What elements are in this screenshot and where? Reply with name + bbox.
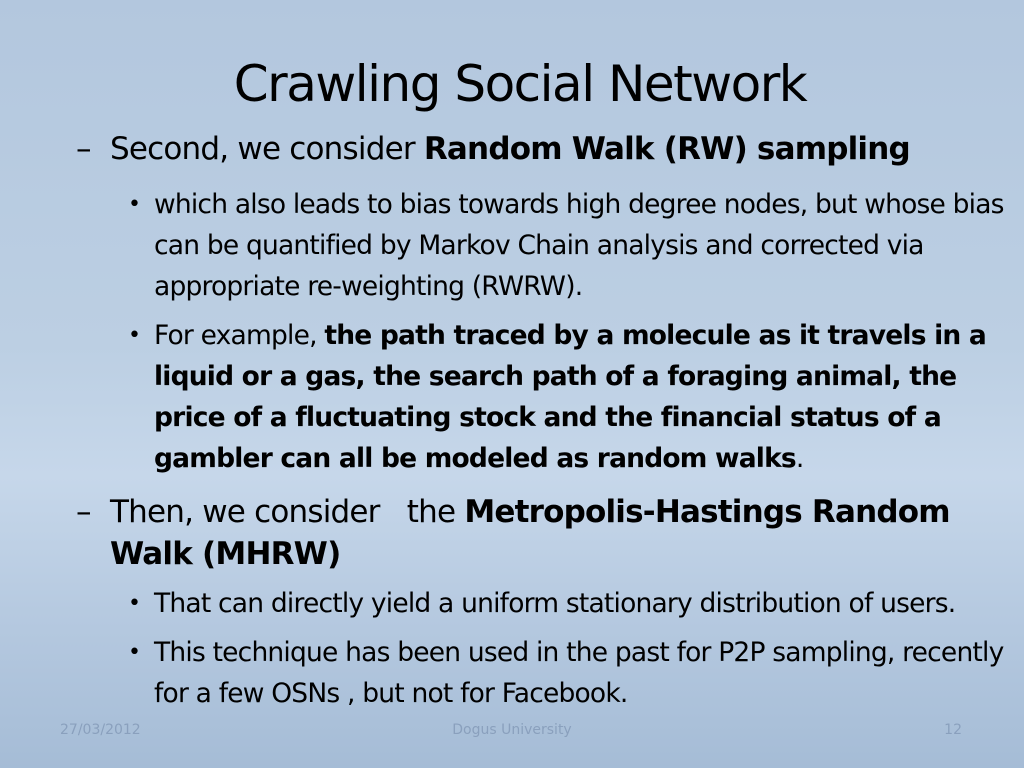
footer-organization: Dogus University [452,722,572,738]
subbullet-text: which also leads to bias towards high degree nodes, but whose bias can be quantified by Markov Chain analysis and corrected via appropriate re-weighting (RWRW). [154,189,1004,302]
subbullet-text: For example, [154,320,325,351]
bullet-marker: • [128,192,141,217]
slide-content [76,128,1006,722]
slide-title: Crawling Social Network [233,55,807,113]
subbullet-text: That can directly yield a uniform stationary distribution of users. [154,588,956,619]
bullet-marker: • [128,640,141,665]
bullet-marker: • [128,591,141,616]
bullet-mhrw [76,491,1006,575]
bullet-bold-text: Metropolis-Hastings Random Walk (MHRW) [110,494,950,572]
bullet-text: Second, we consider [110,131,424,167]
subbullet-text: This technique has been used in the past for P2P sampling, recently for a few OSNs , but not for Facebook. [154,637,1004,709]
bullet-text: Then, we consider the [110,494,465,530]
dash-marker: – [76,494,91,530]
bullet-rw-sampling [76,128,1006,170]
subbullet-uniform [76,583,1006,624]
subbullet-example: • For example, the path traced by a molecule as it travels in a liquid or a gas, the search path of a foraging animal, the price of a fluctuating stock and the financial status of a gambler can all be modeled as random walks. [76,315,1006,479]
subbullet-p2p [76,632,1006,714]
footer-date: 27/03/2012 [60,722,141,738]
bullet-marker: • [128,323,141,348]
bullet-bold-text: Random Walk (RW) sampling [423,131,910,167]
subbullet-bias [76,184,1006,307]
dash-marker: – [76,131,91,167]
slide-number: 12 [944,722,962,738]
subbullet-bold-text: the path traced by a molecule as it travels in a liquid or a gas, the search path of a foraging animal, the price of a fluctuating stock and the financial status of a gambler can all be modeled as random walks [154,320,986,474]
